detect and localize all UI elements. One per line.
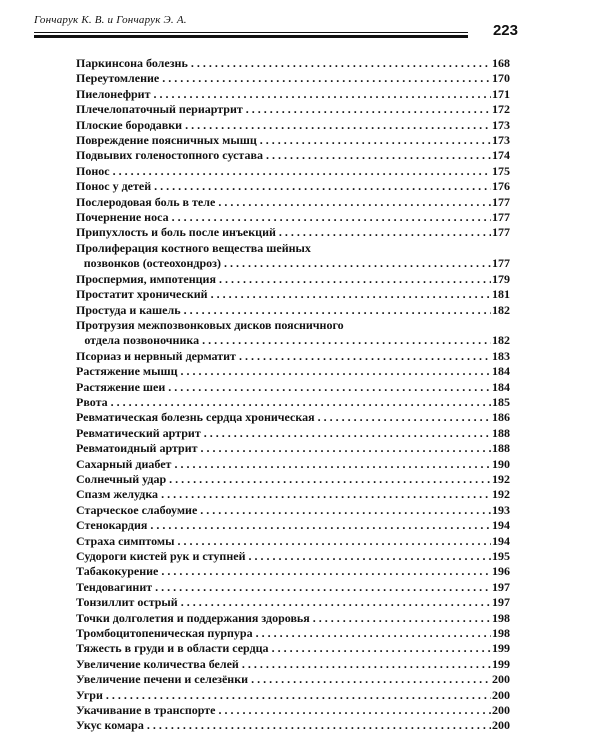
toc-entry (76, 287, 510, 302)
toc-entry-page: 184 (492, 379, 510, 394)
toc-entry-title: Тонзиллит острый (76, 595, 178, 610)
dot-leader (154, 179, 491, 194)
toc-entry (76, 626, 510, 641)
dot-leader (174, 457, 491, 472)
dot-leader (200, 503, 491, 518)
toc-entry (76, 164, 510, 179)
toc-entry-page: 198 (492, 626, 510, 641)
dot-leader (242, 657, 491, 672)
toc-entry-page: 192 (492, 487, 510, 502)
toc-entry-page: 193 (492, 502, 510, 517)
toc-entry-title: Паркинсона болезнь (76, 56, 188, 70)
toc-entry-title: Точки долголетия и поддержания здоровья (76, 610, 310, 625)
dot-leader (248, 549, 491, 564)
toc-entry-page: 200 (492, 672, 510, 687)
toc-entry-page: 197 (492, 595, 510, 610)
toc-entry (76, 395, 510, 410)
toc-entry-title: Простуда и кашель (76, 302, 181, 317)
toc-entry-title: Старческое слабоумие (76, 502, 198, 517)
dot-leader (153, 87, 491, 102)
dot-leader (168, 380, 491, 395)
dot-leader (113, 164, 491, 179)
toc-entry-page: 174 (492, 148, 510, 163)
toc-entry-title: Протрузия межпозвонковых дисков поясничного (76, 317, 344, 332)
toc-entry (76, 195, 510, 210)
toc-entry-page: 168 (492, 56, 510, 70)
toc-entry-title: Повреждение поясничных мышц (76, 133, 257, 148)
dot-leader (202, 333, 491, 348)
toc-entry (76, 364, 510, 379)
toc-entry-title: Увеличение печени и селезёнки (76, 672, 249, 687)
toc-entry (76, 102, 510, 117)
dot-leader (111, 395, 491, 410)
toc-entry (76, 487, 510, 502)
toc-entry-page: 170 (492, 71, 510, 86)
toc-entry-page: 176 (492, 179, 510, 194)
toc-entry-page: 177 (492, 210, 510, 225)
toc-entry-title: Спазм желудка (76, 487, 159, 502)
toc-entry (76, 703, 510, 718)
dot-leader (219, 272, 491, 287)
dot-leader (279, 225, 491, 240)
toc-entry-page: 200 (492, 687, 510, 702)
dot-leader (218, 703, 491, 718)
toc-entry-page: 192 (492, 471, 510, 486)
toc-entry-title-line (76, 241, 510, 256)
toc-entry-page: 196 (492, 564, 510, 579)
running-head (34, 10, 518, 48)
toc-entry-title: Понос у детей (76, 179, 152, 194)
toc-entry-page: 185 (492, 394, 510, 409)
toc-entry-page: 197 (492, 579, 510, 594)
toc-entry-title: Понос (76, 163, 110, 178)
dot-leader (204, 426, 491, 441)
toc-entry (76, 179, 510, 194)
toc-entry-title: Простатит хронический (76, 287, 208, 302)
toc-entry-title: Послеродовая боль в теле (76, 194, 216, 209)
dot-leader (211, 287, 491, 302)
toc-entry (76, 472, 510, 487)
toc-entry-title: Проспермия, импотенция (76, 271, 216, 286)
toc-entry-title: Укачивание в транспорте (76, 703, 216, 718)
toc-entry-page: 199 (492, 641, 510, 656)
toc-entry-title-line (76, 318, 510, 333)
dot-leader (184, 303, 491, 318)
toc-entry (76, 503, 510, 518)
toc-entry-title: Угри (76, 687, 103, 702)
toc-entry-title: Тромбоцитопеническая пурпура (76, 626, 253, 641)
toc-entry-title: Ревматоидный артрит (76, 441, 198, 456)
toc-entry-title: Страха симптомы (76, 533, 175, 548)
toc-entry-title: Тяжесть в груди и в области сердца (76, 641, 269, 656)
toc-entry (76, 549, 510, 564)
dot-leader (147, 718, 491, 733)
toc-entry (76, 349, 510, 364)
dot-leader (181, 595, 491, 610)
toc-entry (76, 87, 510, 102)
toc-entry (76, 688, 510, 703)
dot-leader (169, 472, 491, 487)
toc-entry (76, 303, 510, 318)
toc-entry (76, 672, 510, 687)
running-head-author: Гончарук К. В. и Гончарук Э. А. (34, 14, 187, 26)
table-of-contents (76, 56, 510, 734)
toc-entry (76, 71, 510, 86)
toc-entry-page: 181 (492, 287, 510, 302)
header-rule-thick (34, 35, 468, 38)
toc-entry-page: 186 (492, 410, 510, 425)
toc-entry-page: 200 (492, 718, 510, 733)
toc-entry (76, 426, 510, 441)
toc-entry (76, 564, 510, 579)
toc-entry-page: 177 (492, 225, 510, 240)
toc-entry-page: 199 (492, 656, 510, 671)
toc-entry-title: Тендовагинит (76, 579, 153, 594)
toc-entry-page: 188 (492, 441, 510, 456)
toc-entry-title: Плоские бородавки (76, 117, 183, 132)
toc-entry-title: Припухлость и боль после инъекций (76, 225, 276, 240)
toc-entry (76, 225, 510, 240)
toc-entry-page: 172 (492, 102, 510, 117)
dot-leader (181, 364, 492, 379)
dot-leader (224, 256, 491, 271)
toc-entry (76, 595, 510, 610)
toc-entry-title-continuation: отдела позвоночника (84, 333, 200, 348)
dot-leader (272, 641, 491, 656)
dot-leader (313, 611, 491, 626)
toc-entry-title: Почернение носа (76, 210, 169, 225)
header-rule-thin (34, 32, 468, 33)
toc-entry (76, 641, 510, 656)
dot-leader (162, 71, 491, 86)
toc-entry-title: Рвота (76, 394, 108, 409)
dot-leader (161, 487, 491, 502)
toc-entry-title: Пиелонефрит (76, 86, 151, 101)
toc-entry-page: 173 (492, 133, 510, 148)
toc-entry-page: 175 (492, 163, 510, 178)
toc-entry (76, 210, 510, 225)
toc-entry-title: Подвывих голеностопного сустава (76, 148, 263, 163)
toc-entry-title: Солнечный удар (76, 471, 167, 486)
toc-entry-title: Увеличение количества белей (76, 656, 239, 671)
toc-entry-title: Растяжение мышц (76, 364, 178, 379)
dot-leader (246, 102, 491, 117)
dot-leader (191, 56, 491, 71)
toc-entry (76, 718, 510, 733)
toc-entry-title: Стенокардия (76, 518, 148, 533)
toc-entry-page: 179 (492, 271, 510, 286)
toc-entry-title: Табакокурение (76, 564, 159, 579)
toc-entry (76, 380, 510, 395)
toc-entry-page: 195 (492, 549, 510, 563)
toc-entry-title: Растяжение шеи (76, 379, 166, 394)
toc-entry-page: 177 (492, 256, 510, 271)
dot-leader (150, 518, 491, 533)
page-number: 223 (492, 22, 518, 39)
toc-entry (76, 133, 510, 148)
toc-entry-page: 188 (492, 425, 510, 440)
dot-leader (155, 580, 491, 595)
toc-entry-page: 194 (492, 533, 510, 548)
toc-entry (76, 457, 510, 472)
dot-leader (177, 534, 491, 549)
toc-entry (76, 410, 510, 425)
toc-entry (76, 441, 510, 456)
toc-entry (76, 118, 510, 133)
toc-entry-title: Пролиферация костного вещества шейных (76, 240, 311, 255)
dot-leader (251, 672, 491, 687)
toc-entry-page: 173 (492, 117, 510, 132)
dot-leader (161, 564, 491, 579)
toc-entry (76, 256, 510, 271)
toc-entry (76, 56, 510, 71)
toc-entry-page: 182 (492, 333, 510, 348)
toc-entry-page: 182 (492, 302, 510, 317)
dot-leader (260, 133, 491, 148)
toc-entry-title: Ревматическая болезнь сердца хроническая (76, 410, 315, 425)
toc-entry-title: Переутомление (76, 71, 160, 86)
toc-entry (76, 534, 510, 549)
dot-leader (185, 118, 491, 133)
toc-entry-title: Ревматический артрит (76, 425, 201, 440)
toc-entry-page: 200 (492, 703, 510, 718)
toc-entry-page: 183 (492, 348, 510, 363)
toc-entry-page: 190 (492, 456, 510, 471)
toc-entry-title: Сахарный диабет (76, 456, 172, 471)
toc-entry (76, 148, 510, 163)
dot-leader (318, 410, 491, 425)
toc-entry (76, 272, 510, 287)
dot-leader (266, 148, 491, 163)
dot-leader (106, 688, 491, 703)
toc-entry-page: 171 (492, 86, 510, 101)
toc-entry (76, 518, 510, 533)
dot-leader (256, 626, 491, 641)
toc-entry (76, 580, 510, 595)
toc-entry-page: 184 (492, 364, 510, 379)
dot-leader (201, 441, 491, 456)
toc-entry-title: Судороги кистей рук и ступней (76, 549, 246, 563)
toc-entry (76, 657, 510, 672)
dot-leader (239, 349, 491, 364)
dot-leader (172, 210, 491, 225)
toc-entry-title: Укус комара (76, 718, 144, 733)
toc-entry-title: Плечелопаточный периартрит (76, 102, 243, 117)
toc-entry (76, 333, 510, 348)
toc-entry-title-continuation: позвонков (остеохондроз) (83, 256, 221, 271)
toc-entry-page: 198 (492, 610, 510, 625)
toc-entry (76, 611, 510, 626)
dot-leader (218, 195, 491, 210)
toc-entry-title: Псориаз и нервный дерматит (76, 348, 236, 363)
toc-entry-page: 194 (492, 518, 510, 533)
toc-entry-page: 177 (492, 194, 510, 209)
